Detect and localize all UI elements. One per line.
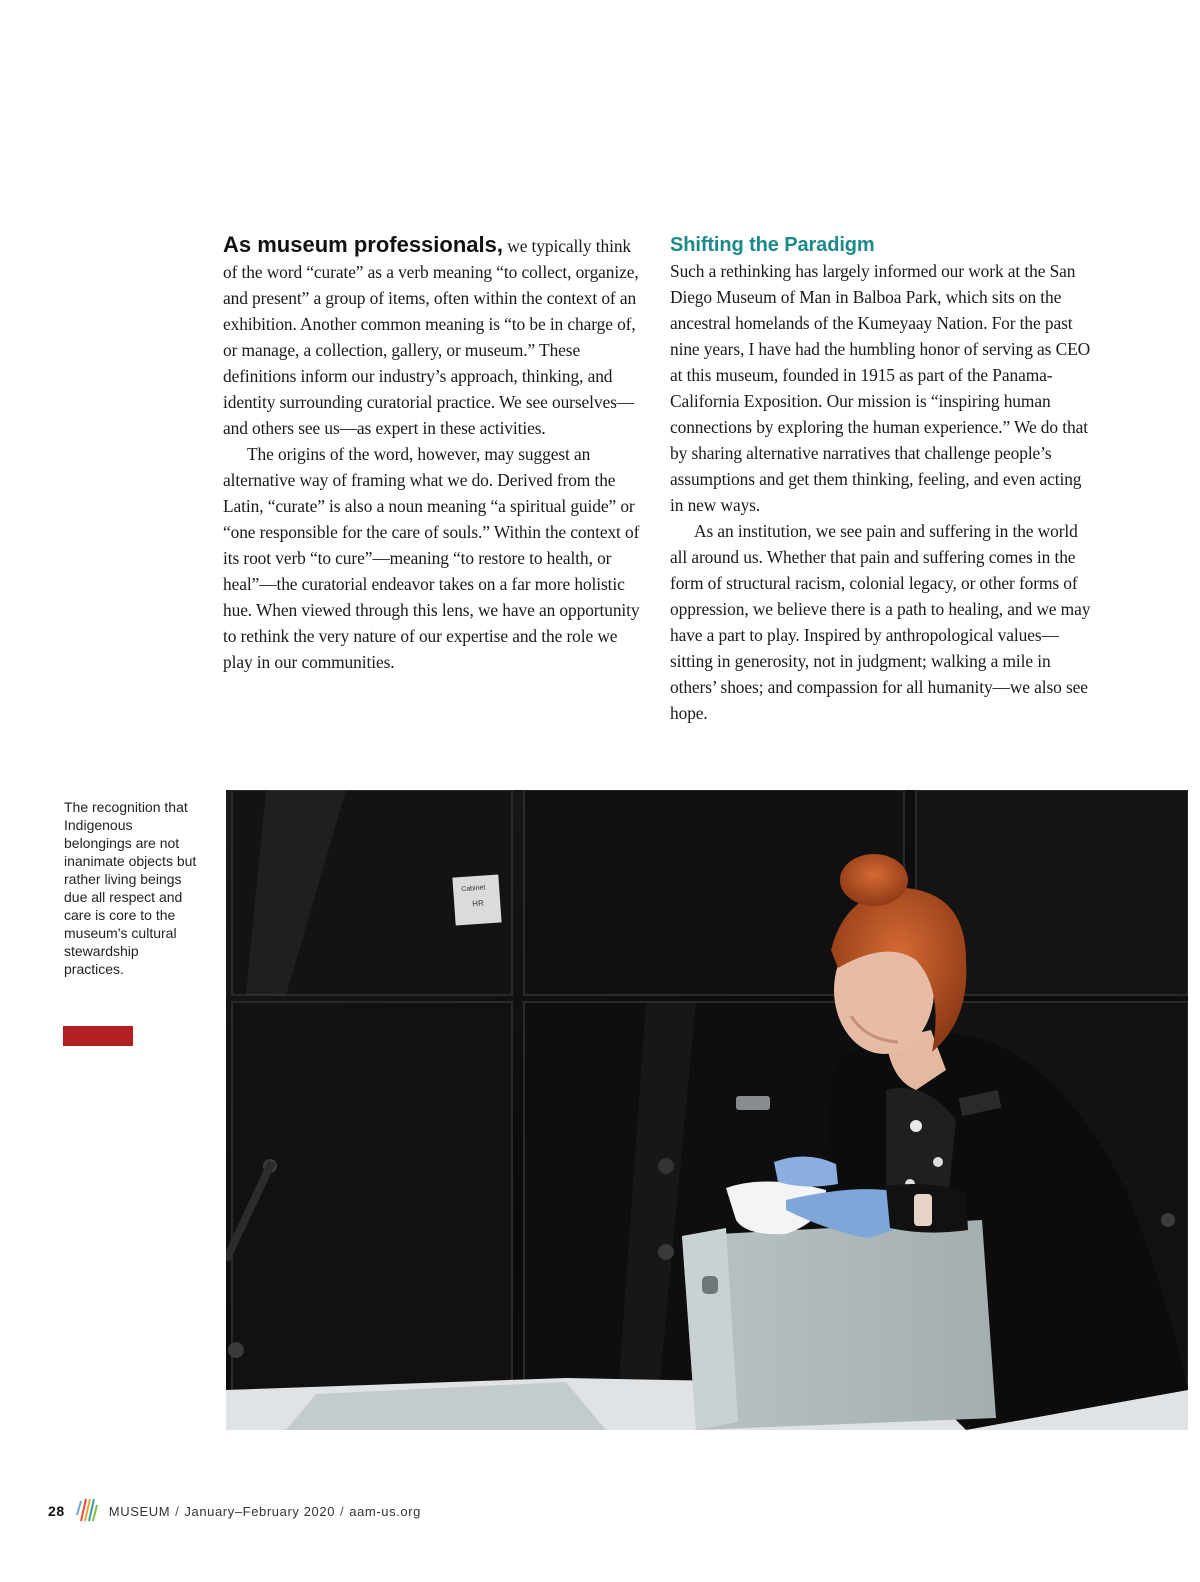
article-column-left bbox=[223, 232, 647, 675]
lead-in-heading: As museum professionals, bbox=[223, 232, 503, 257]
article-photo bbox=[226, 790, 1188, 1430]
page-number: 28 bbox=[48, 1503, 65, 1519]
website-link[interactable]: aam-us.org bbox=[349, 1503, 421, 1519]
footer-separator: / bbox=[175, 1503, 180, 1519]
article-paragraph-1 bbox=[223, 232, 647, 441]
magazine-name: MUSEUM bbox=[108, 1503, 171, 1519]
paragraph-1-text: we typically think of the word “curate” as a verb meaning “to collect, organize, and present” a group of items, often within the context of an exhibition. Another common meaning is “to be in charge of, or manage, a collection, gallery, or museum.” These definitions inform our industry’s approach, thinking, and identity surrounding curatorial practice. We see ourselves—and others see us—as expert in these activities. bbox=[223, 236, 639, 438]
accent-bar bbox=[63, 1026, 133, 1046]
article-column-right bbox=[670, 232, 1098, 726]
cabinet-label-line1: Cabinet bbox=[460, 884, 486, 894]
aam-logo-icon bbox=[75, 1497, 99, 1526]
article-paragraph-3: Such a rethinking has largely informed our work at the San Diego Museum of Man in Balboa Park, which sits on the ancestral homelands of the Kumeyaay Nation. For the past nine years, I have had the humbling honor of serving as CEO at this museum, founded in 1915 as part of the Panama-California Exposition. Our mission is “inspiring human connections by exploring the human experience.” We do that by sharing alternative narratives that challenge people’s assumptions and get them thinking, feeling, and even acting in new ways. bbox=[670, 261, 1091, 515]
page-footer bbox=[48, 1500, 421, 1522]
section-subhead: Shifting the Paradigm bbox=[670, 234, 875, 256]
footer-separator: / bbox=[340, 1503, 345, 1519]
issue-date: January–February 2020 bbox=[184, 1503, 336, 1519]
article-paragraph-4: As an institution, we see pain and suffering in the world all around us. Whether that pain and suffering comes in the form of structural racism, colonial legacy, or other forms of oppression, we believe there is a path to healing, and we may have a part to play. Inspired by anthropological values—sitting in generosity, not in judgment; walking a mile in others’ shoes; and compassion for all humanity—we also see hope. bbox=[670, 521, 1091, 723]
photo-caption: The recognition that Indigenous belongings are not inanimate objects but rather living beings due all respect and care is core to the museum’s cultural stewardship practices. bbox=[64, 799, 197, 977]
article-paragraph-2: The origins of the word, however, may suggest an alternative way of framing what we do. Derived from the Latin, “curate” is also a noun meaning “a spiritual guide” or “one responsible for the care of souls.” Within the context of its root verb “to cure”—meaning “to restore to health, or heal”—the curatorial endeavor takes on a far more holistic hue. When viewed through this lens, we have an opportunity to rethink the very nature of our expertise and the role we play in our communities. bbox=[223, 444, 640, 672]
cabinet-label-line2: HR bbox=[471, 898, 485, 909]
